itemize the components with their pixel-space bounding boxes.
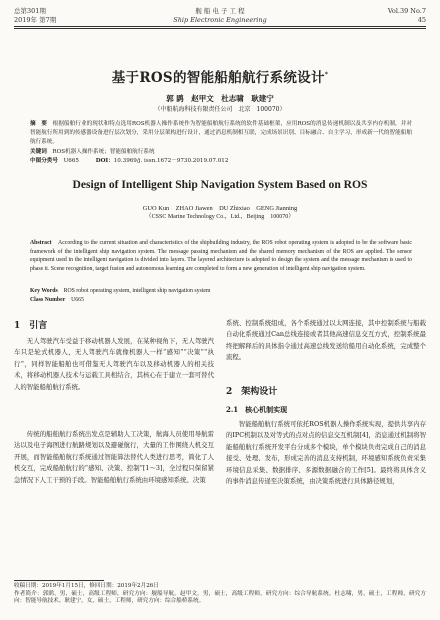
classification-en: Class Number U665 [30, 297, 84, 303]
affiliation-en: （CSSC Marine Technology Co.，Ltd.，Beijing 100070） [145, 214, 295, 220]
section-1-paragraph-1: 无人驾驶汽车受益于移动机器人发展，在某种视角下，无人驾驶汽车只是轮式机器人，无人驾驶汽车就像机器人一样“感知”“决策”“执行”，同样智能船舶也可借鉴无人驾驶汽车以及移动机器人的相关技术，将移动机器人技术与运载工具相结合，其核心在于建立一套可替代人的智能船舶航行系统。 [14, 337, 214, 391]
footnote-rule [14, 580, 104, 581]
page-number: 45 [417, 16, 426, 24]
journal-name-cn: 舰 船 电 子 工 程 [195, 7, 245, 15]
column-2-continued: 系统、控制系统组成，各个系统通过以太网连接，其中控制系统与船载自动化系统通过Can总线连接或者其他高速信息交互方式，控制系统最终把解释后的具体指令通过高速总线发送给船用自动化系统，完成整个流程。 [226, 319, 426, 362]
journal-name-en: Ship Electronic Engineering [173, 16, 267, 24]
abstract-cn-label: 摘 要 [30, 121, 47, 127]
paper-title-cn: 基于ROS的智能船舶航行系统设计* [111, 70, 329, 86]
keywords-en: Key Words ROS robot operating system, intelligent ship navigation system [30, 288, 211, 294]
abstract-cn [30, 120, 412, 147]
volume-info: Vol.39 No.7 [387, 7, 426, 15]
authors-cn: 郭 鹍 赵甲文 杜志啸 耿建宁 [166, 94, 274, 103]
paper-title-en: Design of Intelligent Ship Navigation System Based on ROS [72, 178, 368, 191]
issue-number: 总第301期 [14, 7, 46, 15]
classification-cn: 中图分类号 U665 DOI：10.3969/j. issn.1672－9730.2019.07.012 [30, 158, 229, 164]
received-date: 收稿日期：2019年1月15日，修回日期：2019年2月26日 [14, 583, 159, 589]
affiliation-cn: （中船航海科技有限责任公司 北京 100070） [154, 106, 286, 113]
section-2-heading: 2 架构设计 [226, 387, 278, 397]
keywords-cn: 关键词 ROS机器人操作系统；智能船舶航行系统 [30, 149, 155, 155]
footnote [14, 583, 426, 606]
section-1-paragraph-2: 传统的船舶航行系统出发点是辅助人工决策，航海人员使用导航雷达以及电子海图进行航路规划以及避碰航行，大量的工作围绕人机交互开展，而智能船舶航行系统通过智能算法替代人类进行思考，简化了人机交互，完成船舶航行的“感知、决策、控制”[1～3]，全过程只保留紧急情况下人工干预的手段。智能船舶航行系统由环境感知系统、决策 [14, 430, 214, 484]
header-rule [14, 26, 426, 27]
issue-year: 2019年 第7期 [14, 16, 57, 24]
section-2-1-heading: 2.1 核心机制实现 [226, 405, 288, 414]
author-bio: 作者简介：郭鹍，男，硕士，高级工程师，研究方向：舰船导航。赵甲文，男，硕士，高级工程师，研究方向：综合导航系统。杜志啸，男，硕士，工程师，研究方向：智能导航技术。耿建宁，女，硕士，工程师，研究方向：综合船桥系统。 [14, 590, 426, 605]
abstract-en: Abstract According to the current situation and characteristics of the shipbuilding industry, the ROS robot operating system is adopted to be the software basic framework of the intelligent ship navigation system. The message passing mechanism and the shared memory mechanism of the ROS are applied. The sensor equipment used in the intelligent navigation is divided into layers. The layered architecture is adopted to design the system and the message mechanism is used to phase it. Scene recognition, target fusion and autonomous learning are completed to form a new generation of intelligent ship navigation system. [30, 240, 412, 273]
header-rule-thin [14, 28, 426, 29]
authors-en: GUO Kun ZHAO Jiawen DU Zhixiao GENG Jianning [142, 205, 298, 212]
abstract-cn-text: 根据船舶行业的现状和特点选用ROS机器人操作系统作为智能船舶航行系统的软件基础框架，应用ROS的消息传递机制以及共享内存机制，并对智能航行所用到的传感器设备进行层次划分，采用分层架构进行设计，通过消息机制相互联，完成场景识别、目标融合、自主学习，形成新一代的智能船舶航行系统。 [30, 121, 412, 145]
section-2-1-paragraph: 智能船舶航行系统可依托ROS机器人操作系统实现，提供共享内存的IPC机制以及对等式的点对点的信息交互机制[4]，消息通过机制将智能船舶航行系统开发平台分成多个模块，单个模块负责完成自己的消息接受、处理、发布，形成完善的消息支持机制，环境感知系统负责采集环境信息采集、数据排序、多源数据融合的工作[5]。最终将具体含义的事件消息传递至决策系统，由决策系统进行具体路径规划， [226, 420, 426, 486]
section-1-heading: 1 引言 [14, 321, 48, 331]
